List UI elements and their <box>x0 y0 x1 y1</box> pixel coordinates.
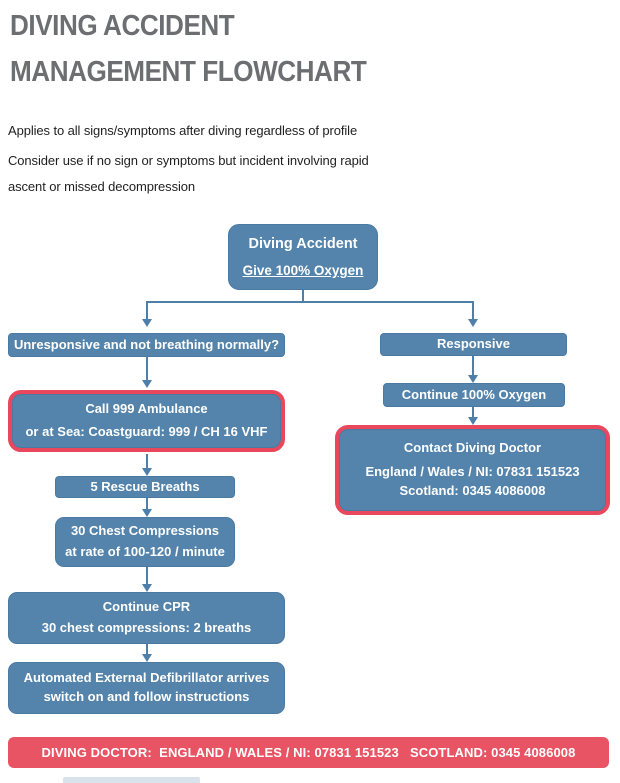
node-diving-accident <box>228 224 378 290</box>
connector-arrow-to-aed <box>146 644 148 655</box>
node-call-999-line1: Call 999 Ambulance <box>85 401 208 417</box>
node-continue-oxygen-label: Continue 100% Oxygen <box>401 386 547 402</box>
page-title-line1: DIVING ACCIDENT <box>10 10 235 42</box>
node-responsive-label: Responsive <box>437 336 510 352</box>
intro-paragraph-2: Consider use if no sign or symptoms but incident involving rapid ascent or missed decompression <box>8 153 369 194</box>
page-title-line2: MANAGEMENT FLOWCHART <box>10 56 367 88</box>
bottom-cutoff-strip <box>63 777 200 783</box>
intro-paragraph-1: Applies to all signs/symptoms after diving regardless of profile <box>8 123 358 138</box>
connector-arrow-to-call-999 <box>146 357 148 381</box>
node-continue-cpr <box>8 592 285 644</box>
connector-arrow-right-branch <box>472 301 474 320</box>
node-diving-accident-title: Diving Accident <box>248 235 358 252</box>
connector-arrow-to-continue-oxygen <box>472 356 474 376</box>
node-contact-diving-doctor <box>335 425 610 515</box>
node-continue-cpr-line2: 30 chest compressions: 2 breaths <box>41 620 252 636</box>
node-unresponsive-label: Unresponsive and not breathing normally? <box>13 336 280 352</box>
connector-arrow-to-diving-doctor <box>472 407 474 418</box>
node-continue-oxygen <box>383 383 565 407</box>
connector-arrow-left-branch <box>146 301 148 320</box>
node-diving-doctor-title: Contact Diving Doctor <box>403 440 542 456</box>
footer-banner: DIVING DOCTOR: ENGLAND / WALES / NI: 07831 151523 SCOTLAND: 0345 4086008 <box>8 737 609 768</box>
connector-arrow-to-compressions <box>146 498 148 510</box>
connector-branch-rail <box>146 301 474 303</box>
node-diving-accident-subtitle: Give 100% Oxygen <box>242 262 364 278</box>
node-chest-compressions <box>55 517 235 567</box>
connector-arrow-to-cpr <box>146 567 148 585</box>
node-continue-cpr-line1: Continue CPR <box>102 598 191 614</box>
node-call-999-line2: or at Sea: Coastguard: 999 / CH 16 VHF <box>25 424 268 439</box>
node-chest-compressions-line2: at rate of 100-120 / minute <box>65 544 225 559</box>
node-rescue-breaths <box>55 476 235 498</box>
node-responsive <box>380 333 567 356</box>
node-diving-doctor-line2: England / Wales / NI: 07831 151523 <box>365 464 580 480</box>
connector-arrow-to-rescue-breaths <box>146 454 148 469</box>
node-diving-doctor-line3: Scotland: 0345 4086008 <box>399 482 546 498</box>
node-rescue-breaths-label: 5 Rescue Breaths <box>90 478 200 494</box>
node-aed <box>8 662 285 714</box>
node-chest-compressions-line1: 30 Chest Compressions <box>70 523 220 539</box>
node-aed-line1: Automated External Defibrillator arrives <box>23 670 270 686</box>
node-call-999-ambulance <box>8 390 285 452</box>
node-unresponsive <box>8 333 285 357</box>
node-aed-line2: switch on and follow instructions <box>43 689 250 704</box>
